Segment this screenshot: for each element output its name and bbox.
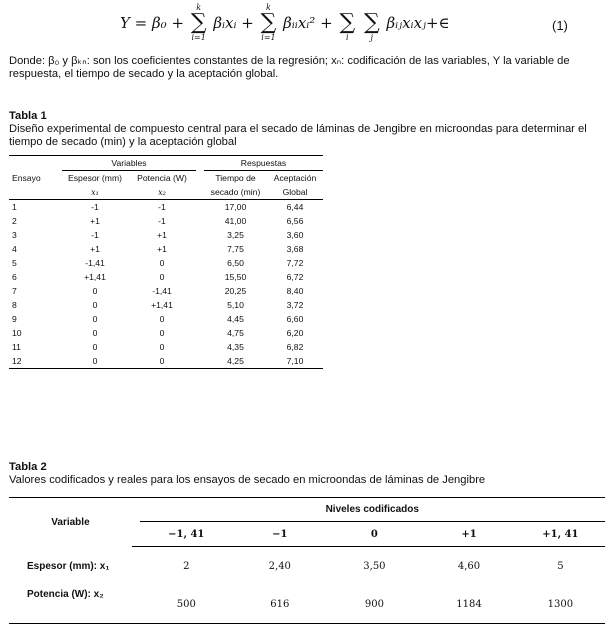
table2-title: Tabla 2 xyxy=(9,461,47,473)
equation-number: (1) xyxy=(552,18,568,33)
table2-level-2: −1 xyxy=(233,522,327,547)
table1-caption: Diseño experimental de compuesto central para el secado de láminas de Jengibre en microondas para determinar el tiempo de secado (min) y la aceptación global xyxy=(9,123,587,148)
regression-equation xyxy=(0,4,616,56)
sum-2: k ∑ i=1 xyxy=(260,3,277,42)
table1-cell-x1: +1 xyxy=(90,244,100,254)
table2-level-1: −1, 41 xyxy=(140,522,234,547)
table1-row xyxy=(9,214,323,228)
table1-group-header-row xyxy=(9,156,323,171)
table2-row-name: Espesor (mm): x₁ xyxy=(27,560,110,572)
table1-cell-tiempo: 20,25 xyxy=(224,286,247,296)
table1-cell-x1: -1,41 xyxy=(85,258,105,268)
table1-cell-x2: 0 xyxy=(159,272,165,282)
table1-cell-ensayo: 12 xyxy=(9,354,62,369)
table1-cell-ensayo: 3 xyxy=(12,230,17,240)
table1-cell-ensayo: 5 xyxy=(12,258,17,268)
table1-col-tiempo-unit: secado (min) xyxy=(204,185,267,200)
table2-level-5: +1, 41 xyxy=(516,522,605,547)
table1-cell-ensayo: 6 xyxy=(12,272,17,282)
table1-cell-x1: 0 xyxy=(92,342,98,352)
equation-lhs: Y = β₀ + xyxy=(120,14,185,32)
sum-2-upper: k xyxy=(266,3,271,12)
table2-cell: 1300 xyxy=(516,586,605,624)
table1-sub-x2: x₂ xyxy=(128,185,196,200)
table1-cell-ensayo: 4 xyxy=(12,244,17,254)
table1-cell-x2: +1 xyxy=(157,244,167,254)
table1-cell-x1: 0 xyxy=(92,300,98,310)
table1-row xyxy=(9,340,323,354)
table1-row xyxy=(9,200,323,215)
sum-3: ∑ i xyxy=(339,10,356,42)
table1-cell-tiempo: 17,00 xyxy=(224,202,247,212)
table2-cell: 5 xyxy=(557,560,564,572)
sum-4-lower: j xyxy=(370,33,374,42)
table2-cell: 900 xyxy=(327,586,423,624)
table1-cell-x1: -1 xyxy=(91,202,99,212)
table1 xyxy=(9,155,323,369)
table1-sub-x1: x₁ xyxy=(62,185,128,200)
table1-group-responses: Respuestas xyxy=(204,156,323,171)
equation-term-2: βᵢᵢxᵢ² + xyxy=(283,14,333,32)
table1-cell-aceptacion: 6,72 xyxy=(286,272,304,282)
table1-cell-tiempo: 5,10 xyxy=(227,300,244,310)
table1-col-aceptacion: Aceptación xyxy=(273,173,317,183)
table1-row xyxy=(9,354,323,369)
table1-cell-ensayo: 10 xyxy=(12,328,22,338)
table2-col-variable: Variable xyxy=(9,498,132,547)
table1-cell-tiempo: 15,50 xyxy=(224,272,247,282)
table1-row xyxy=(9,312,323,326)
table1-row xyxy=(9,326,323,340)
table2-cell: 500 xyxy=(140,586,234,624)
table1-cell-x2: -1,41 xyxy=(152,286,172,296)
table2-row-espesor xyxy=(9,547,605,586)
table2-group-levels: Niveles codificados xyxy=(140,498,606,522)
table1-cell-x1: 0 xyxy=(92,286,98,296)
table2-cell: 4,60 xyxy=(457,560,481,572)
table1-row xyxy=(9,242,323,256)
table1-cell-aceptacion: 6,20 xyxy=(286,328,304,338)
table2-cell: 2,40 xyxy=(268,560,291,572)
table1-cell-aceptacion: 7,10 xyxy=(267,354,323,369)
table1-cell-aceptacion: 8,40 xyxy=(286,286,304,296)
table2 xyxy=(9,497,605,624)
table1-cell-aceptacion: 6,82 xyxy=(286,342,304,352)
table2-cell: 3,50 xyxy=(363,560,386,572)
table1-cell-tiempo: 4,75 xyxy=(227,328,244,338)
table1-col-ensayo: Ensayo xyxy=(12,172,41,183)
table1-col-tiempo: Tiempo de xyxy=(215,173,256,183)
table1-cell-x1: 0 xyxy=(92,328,98,338)
table1-cell-aceptacion: 6,60 xyxy=(286,314,304,324)
table1-group-variables: Variables xyxy=(62,156,196,171)
table1-subheader-row xyxy=(9,185,323,200)
table1-cell-x1: 0 xyxy=(92,314,98,324)
table2-group-header-row xyxy=(9,498,605,522)
table1-cell-tiempo: 3,25 xyxy=(227,230,244,240)
table1-cell-tiempo: 4,35 xyxy=(227,342,244,352)
table1-cell-x2: 0 xyxy=(159,342,165,352)
table1-col-espesor: Espesor (mm) xyxy=(68,173,122,183)
sum-1: k ∑ i=1 xyxy=(190,3,207,42)
table1-cell-x2: -1 xyxy=(158,216,166,226)
table2-caption: Valores codificados y reales para los ensayos de secado en microondas de láminas de Jengibre xyxy=(9,474,486,486)
table1-cell-ensayo: 7 xyxy=(12,286,17,296)
table1-col-potencia: Potencia (W) xyxy=(137,173,187,183)
table1-row xyxy=(9,228,323,242)
equation-term-3: βᵢⱼxᵢxⱼ+∈ xyxy=(386,14,450,32)
table1-cell-x2: 0 xyxy=(159,328,165,338)
table1-cell-ensayo: 1 xyxy=(12,202,17,212)
table1-cell-ensayo: 8 xyxy=(12,300,17,310)
table1-row xyxy=(9,270,323,284)
table1-cell-x1: +1,41 xyxy=(84,272,106,282)
table2-level-3: 0 xyxy=(327,522,423,547)
table1-cell-tiempo: 6,50 xyxy=(227,258,244,268)
table1-cell-aceptacion: 7,72 xyxy=(286,258,304,268)
sum-3-lower: i xyxy=(346,33,349,42)
table2-row-name: Potencia (W): x₂ xyxy=(9,586,132,624)
table1-cell-x1: +1 xyxy=(90,216,100,226)
sum-4: ∑ j xyxy=(363,10,380,42)
table1-cell-tiempo: 7,75 xyxy=(227,244,244,254)
table1-row xyxy=(9,256,323,270)
table1-cell-x2: +1,41 xyxy=(151,300,173,310)
table2-cell: 616 xyxy=(233,586,327,624)
table1-cell-x1: -1 xyxy=(91,230,99,240)
table1-header-row xyxy=(9,171,323,186)
table2-row-potencia xyxy=(9,586,605,624)
table2-level-4: +1 xyxy=(422,522,516,547)
table1-cell-ensayo: 2 xyxy=(12,216,17,226)
table1-cell-x2: +1 xyxy=(157,230,167,240)
table1-cell-tiempo: 4,25 xyxy=(204,354,267,369)
table1-cell-ensayo: 11 xyxy=(12,342,21,352)
table1-cell-aceptacion: 6,56 xyxy=(286,216,304,226)
equation-term-1: βᵢxᵢ + xyxy=(213,14,254,32)
table1-row xyxy=(9,284,323,298)
table1-row xyxy=(9,298,323,312)
table1-title: Tabla 1 xyxy=(9,110,47,122)
table2-cell: 1184 xyxy=(422,586,516,624)
table1-cell-x2: 0 xyxy=(159,314,165,324)
equation-body xyxy=(120,4,450,42)
table1-cell-x2: 0 xyxy=(159,258,165,268)
table1-cell-aceptacion: 3,68 xyxy=(286,244,304,254)
equation-description: Donde: β₀ y βₖₙ: son los coeficientes constantes de la regresión; xₙ: codificación de las variables, Y la variable de respuesta, el tiempo de secado y la aceptación global. xyxy=(9,55,570,80)
table1-cell-tiempo: 41,00 xyxy=(224,216,247,226)
table1-cell-aceptacion: 6,44 xyxy=(286,202,304,212)
table1-cell-x2: -1 xyxy=(158,202,166,212)
table1-cell-ensayo: 9 xyxy=(12,314,17,324)
table2-cell: 2 xyxy=(183,560,190,572)
table1-cell-tiempo: 4,45 xyxy=(227,314,244,324)
sum-1-lower: i=1 xyxy=(191,33,206,42)
table1-cell-aceptacion: 3,60 xyxy=(286,230,304,240)
table1-cell-x1: 0 xyxy=(62,354,128,369)
table1-cell-aceptacion: 3,72 xyxy=(286,300,304,310)
sum-1-upper: k xyxy=(196,3,202,12)
table1-col-aceptacion-2: Global xyxy=(267,185,323,200)
table1-cell-x2: 0 xyxy=(128,354,196,369)
sum-2-lower: i=1 xyxy=(261,33,276,42)
